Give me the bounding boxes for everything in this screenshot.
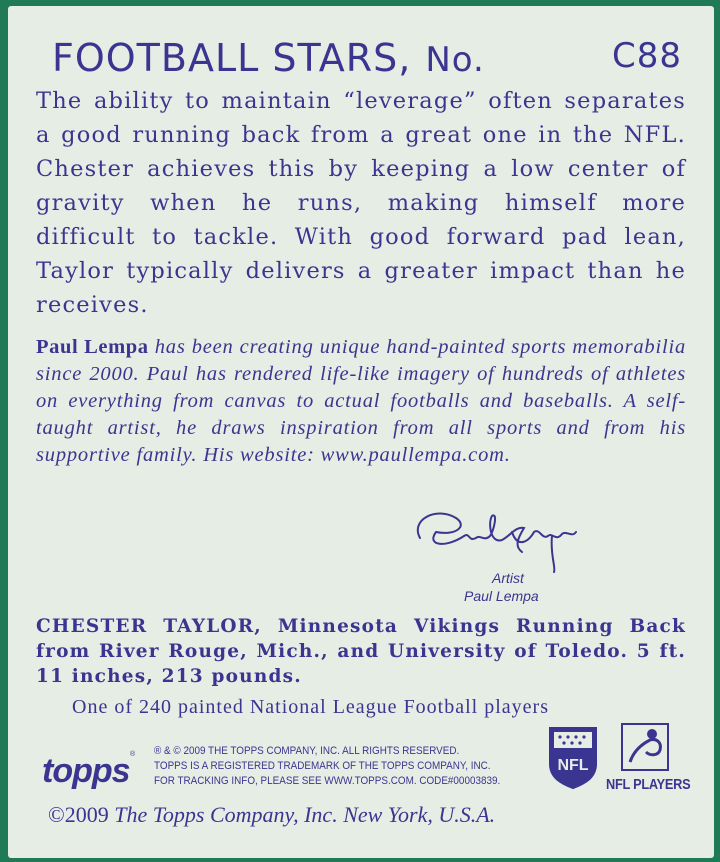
player-description: The ability to maintain “leverage” often separates a good running back from a great one in the NFL. Chester achieves this by keeping a low center of gravity when he runs, making himself more difficult to tackle. With good forward pad lean, Taylor typically delivers a greater impact than he receives. (36, 88, 686, 318)
player-details: Minnesota Vikings Running Back from River Rouge, Mich., and University of Toledo. 5 ft. 11 inches, 213 pounds. (36, 616, 686, 687)
copyright-year: ©2009 (48, 802, 109, 827)
svg-text:®: ® (130, 751, 136, 758)
nfl-players-logo-icon (620, 722, 670, 772)
signature-name: Paul Lempa (464, 588, 539, 604)
card-title (52, 36, 682, 80)
signature-role: Artist (492, 570, 524, 586)
title-main: FOOTBALL STARS, (52, 36, 412, 80)
artist-signature (406, 502, 606, 574)
card-code: C88 (611, 36, 682, 76)
artist-bio-name: Paul Lempa (36, 336, 149, 358)
player-name: CHESTER TAYLOR, (36, 616, 262, 637)
topps-logo-icon (40, 746, 140, 792)
legal-text (154, 744, 501, 789)
legal-line-2: TOPPS IS A REGISTERED TRADEMARK OF THE TOPPS COMPANY, INC. (154, 760, 491, 772)
series-note: One of 240 painted National League Football players (72, 696, 549, 718)
svg-text:NFL: NFL (557, 757, 589, 774)
svg-text:topps: topps (42, 752, 130, 790)
legal-line-1: ® & © 2009 THE TOPPS COMPANY, INC. ALL RIGHTS RESERVED. (154, 745, 460, 757)
nfl-players-label: NFL PLAYERS (606, 776, 691, 793)
player-info (36, 614, 686, 689)
card-back (8, 6, 714, 858)
title-number-label: No. (425, 40, 485, 80)
artist-bio (36, 334, 686, 469)
legal-line-3: FOR TRACKING INFO, PLEASE SEE WWW.TOPPS.COM. CODE#00003839. (154, 775, 501, 787)
copyright-line (48, 802, 688, 828)
nfl-shield-icon (546, 722, 600, 790)
artist-bio-text: has been creating unique hand-painted sports memorabilia since 2000. Paul has rendered life-like imagery of hundreds of athletes on everything from canvas to actual footballs and baseballs. A self-taught artist, he draws inspiration from all sports and from his supportive family. His website: www.paullempa.com. (36, 336, 686, 466)
copyright-company: The Topps Company, Inc. New York, U.S.A. (114, 802, 496, 827)
